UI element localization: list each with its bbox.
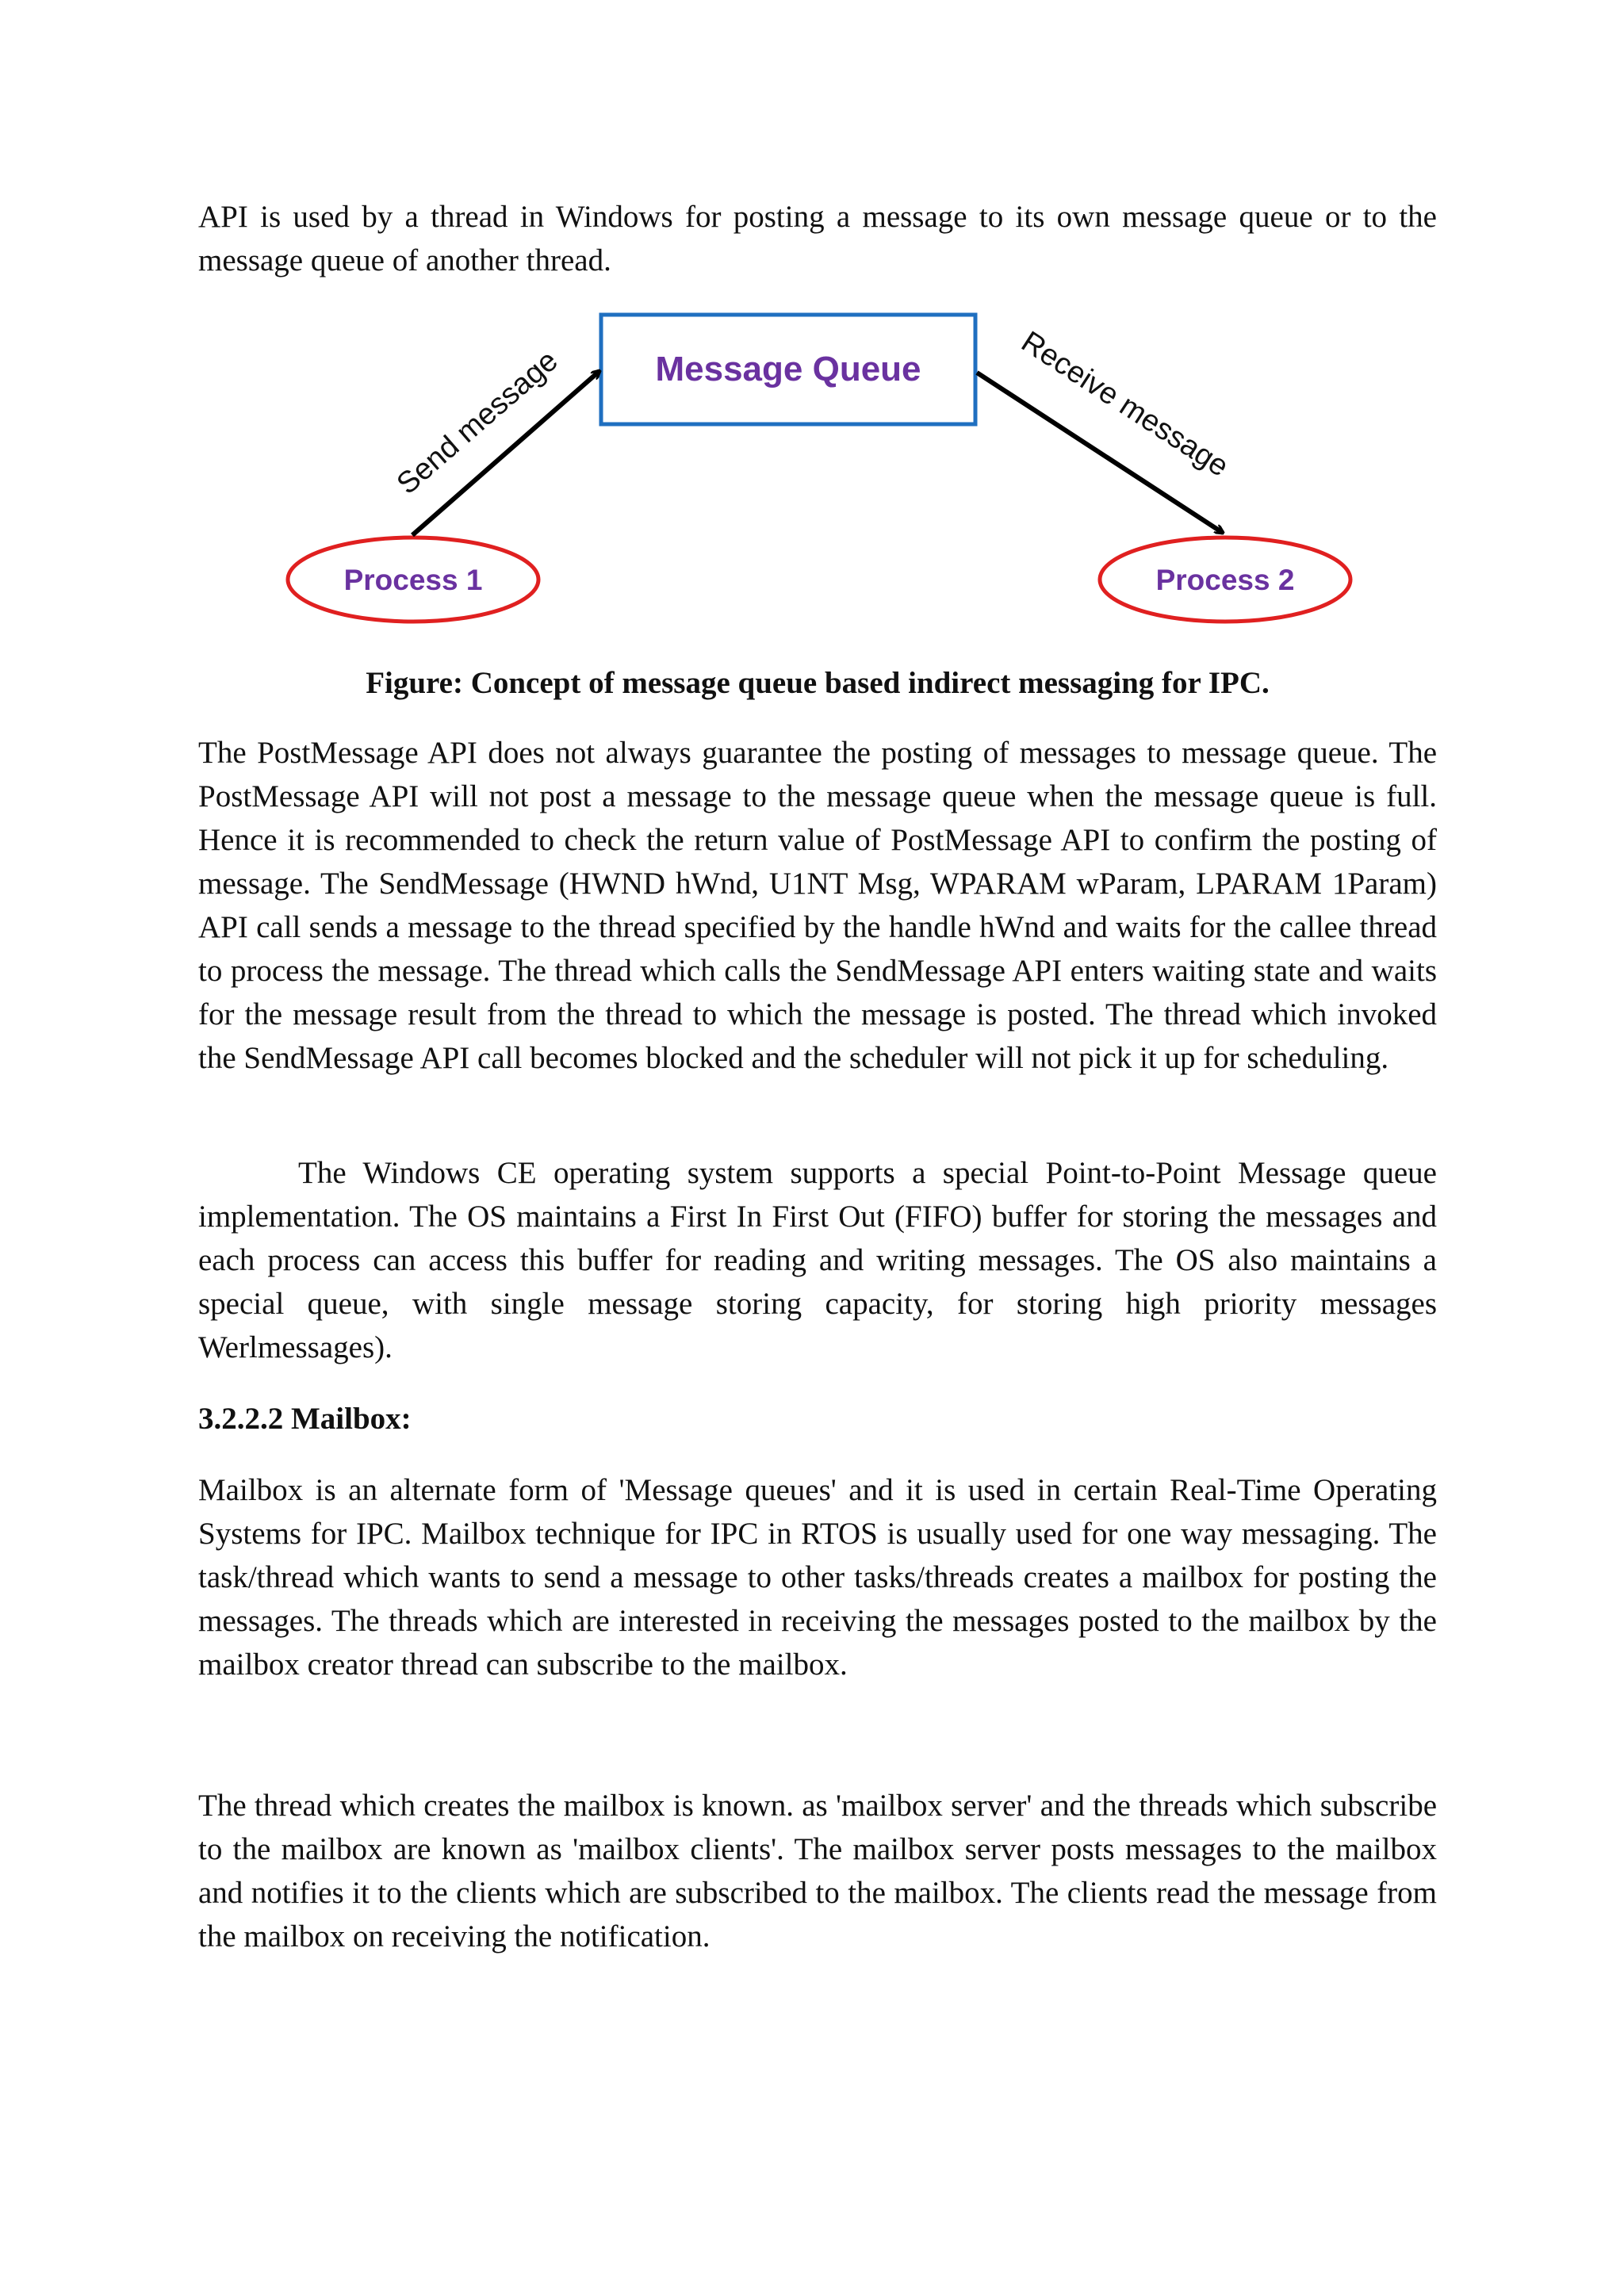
paragraph-mailbox-server: The thread which creates the mailbox is known. as 'mailbox server' and the threads which subscribe to the mailbox are known as 'mailbox clients'. The mailbox server posts messages to the mailbox and notifies it to the clients which are subscribed to the mailbox. The clients read the message from the mailbox on receiving the notification. [198,1789,1437,1954]
process-2-label: Process 2 [1155,564,1295,596]
paragraph-postmessage: The PostMessage API does not always guarantee the posting of messages to message queue. The PostMessage API will not post a message to the message queue when the message queue is full. Hence it is recommended to check the return value of PostMessage API to confirm the posting of message. The SendMessage (HWND hWnd, U1NT Msg, WPARAM wParam, LPARAM 1Param) API call sends a message to the thread specified by the handle hWnd and waits for the callee thread to process the message. The thread which calls the SendMessage API enters waiting state and waits for the message result from the thread to which the message is posted. The thread which invoked the SendMessage API call becomes blocked and the scheduler will not pick it up for scheduling. [198,736,1437,1075]
paragraph-intro: API is used by a thread in Windows for posting a message to its own message queue or to the message queue of another thread. [198,200,1437,277]
paragraph-windows-ce: The Windows CE operating system supports a special Point-to-Point Message queue implementation. The OS maintains a First In First Out (FIFO) buffer for storing the messages and each process can access this buffer for reading and writing messages. The OS also maintains a special queue, with single message storing capacity, for storing high priority messages Werlmessages). [198,1156,1437,1364]
send-message-label: Send message [390,343,565,501]
receive-message-label: Receive message [1015,325,1235,484]
message-queue-diagram [0,301,1624,650]
paragraph-mailbox-intro: Mailbox is an alternate form of 'Message queues' and it is used in certain Real-Time Operating Systems for IPC. Mailbox technique for IPC in RTOS is usually used for one way messaging. The task/thread which wants to send a message to other tasks/threads creates a mailbox for posting the messages. The threads which are interested in receiving the messages posted to the mailbox by the mailbox creator thread can subscribe to the mailbox. [198,1473,1437,1682]
message-queue-label: Message Queue [655,350,921,388]
process-1-label: Process 1 [343,564,483,596]
section-heading: 3.2.2.2 Mailbox: [198,1402,412,1436]
figure-caption: Figure: Concept of message queue based indirect messaging for IPC. [366,666,1270,700]
